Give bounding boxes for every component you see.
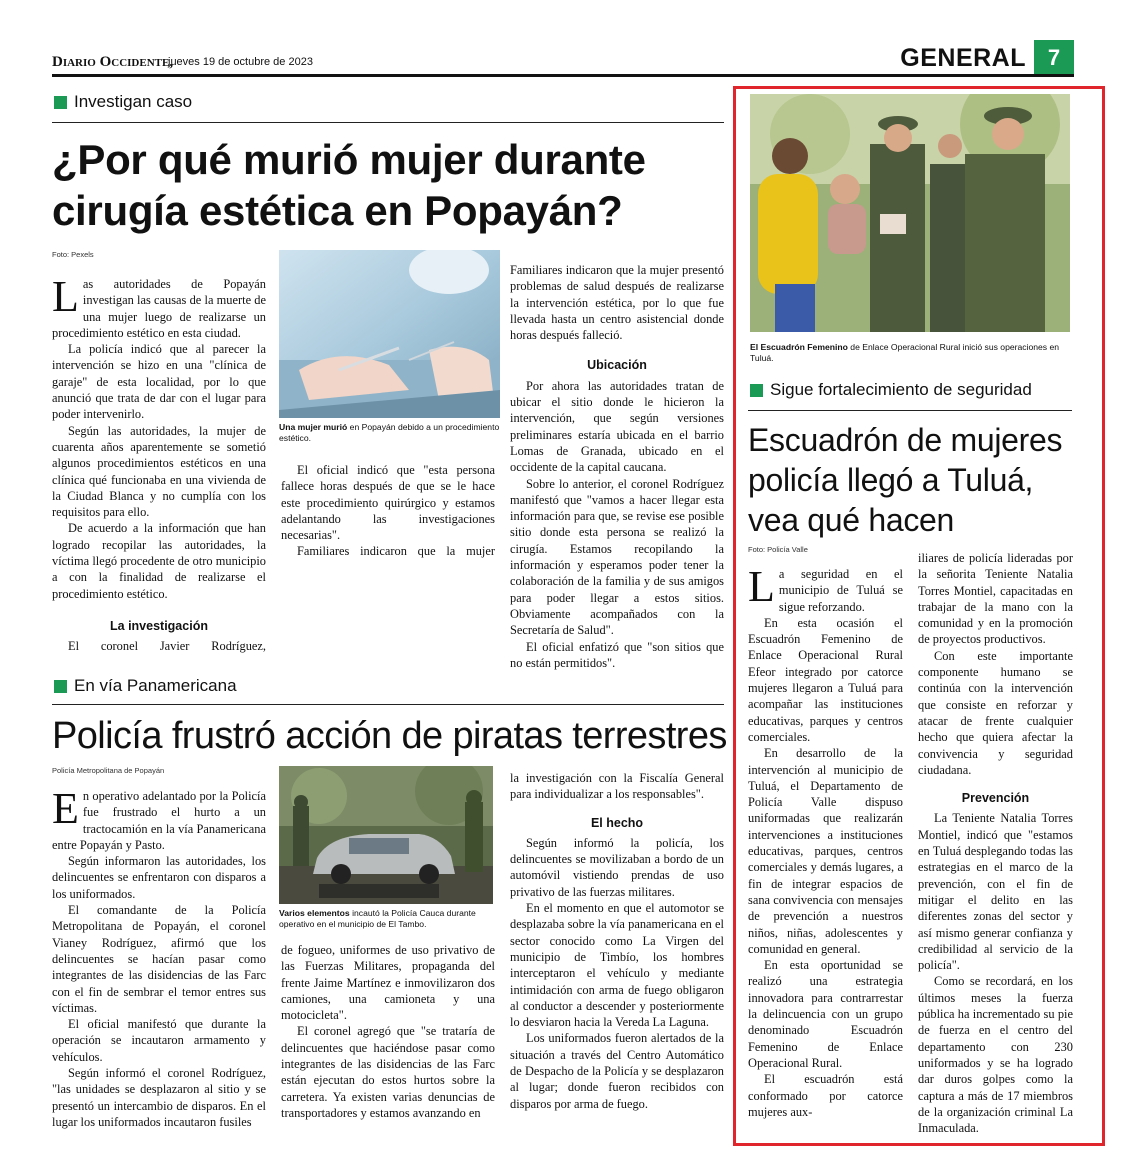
- paragraph: El escuadrón está conformado por catorce mujeres aux-: [748, 1072, 903, 1119]
- paragraph: Como se recordará, en los últimos meses la fuerza pública ha incrementado su pie de fuerza en el centro del departamento con 230 uniformados y se ha logrado dar duros golpes como la captura a más de 17 miembros de la organización criminal La Inmaculada.: [918, 974, 1073, 1136]
- paragraph: Según informaron las autoridades, los delincuentes se enfrentaron con disparos a los uniformados.: [52, 854, 266, 901]
- kicker-text: Investigan caso: [74, 92, 193, 111]
- article3-column-1: [748, 562, 903, 1120]
- seized-car-photo-icon: [279, 766, 493, 904]
- paragraph: a seguridad en el municipio de Tuluá se sigue reforzando.: [778, 567, 903, 614]
- article1-caption: [279, 422, 500, 444]
- paragraph: La Teniente Natalia Torres Montiel, indicó que "estamos en Tuluá desplegando todas las estrategias en el marco de la prevención, con el fin de mitigar el delito en las diferentes zonas del sector y así mismo generar confianza y credibilidad al servicio de la policía".: [918, 811, 1073, 973]
- caption-bold: Varios elementos: [279, 908, 350, 918]
- kicker-text: En vía Panamericana: [74, 676, 237, 695]
- article1-headline: ¿Por qué murió mujer durante cirugía estética en Popayán?: [52, 136, 646, 234]
- paragraph: De acuerdo a la información que han logrado recopilar las autoridades, la víctima llegó procedente de otro municipio a con la finalidad de realizarse el procedimiento estético.: [52, 521, 266, 601]
- subhead: Ubicación: [587, 358, 647, 373]
- paragraph: El oficial indicó que "esta persona fallece horas después de que se le hace este procedimiento quirúrgico y estamos adelantando las investigaciones necesarias".: [281, 463, 495, 543]
- paragraph: Según las autoridades, la mujer de cuarenta años aparentemente se sometió algunos procedimientos estéticos en una clínica qué funcionaba en una vivienda de la Ciudad Blanca y no cumplía con los requisitos para ello.: [52, 423, 266, 520]
- paragraph: de fogueo, uniformes de uso privativo de las Fuerzas Militares, propaganda del frente Jaime Martínez e inmovilizaron dos camiones, una camioneta y una motocicleta".: [281, 943, 495, 1023]
- article2-photo: [279, 766, 493, 904]
- police-women-photo-icon: [750, 94, 1070, 332]
- paragraph: Familiares indicaron que la mujer presentó problemas de salud después de realizarse la intervención estética, por lo que fue llevada hasta un centro asistencial donde horas después falleció.: [510, 263, 724, 343]
- paragraph: la investigación con la Fiscalía General para individualizar a los responsables".: [510, 771, 724, 802]
- article1-column-1: [52, 272, 266, 654]
- article1-column-2: [281, 462, 495, 559]
- paragraph: n operativo adelantado por la Policía fue frustrado el hurto a un tractocamión en la vía Panamericana entre Popayán y Pasto.: [52, 789, 266, 852]
- paragraph: Los uniformados fueron alertados de la situación a través del Centro Automático de Despacho de la Policía y se desplazaron al lugar; donde fueron recibidos con disparos por arma de fuego.: [510, 1031, 724, 1111]
- paragraph: En el momento en que el automotor se desplazaba sobre la vía panamericana en el sector conocido como La Virgen del municipio de Timbío, los hombres interceptaron el vehículo y mediante intimidación con arma de fuego obligaron al conductor a descender y posteriormente lo desviaron hacia la Vereda La Laguna.: [510, 901, 724, 1030]
- caption-bold: Una mujer murió: [279, 422, 348, 432]
- kicker-text: Sigue fortalecimiento de seguridad: [770, 380, 1032, 399]
- paragraph: iliares de policía lideradas por la señorita Teniente Natalia Torres Montiel, capacitadas en trabajar de la mano con la comunidad y en la promoción de proyectos productivos.: [918, 551, 1073, 647]
- dropcap: L: [52, 272, 79, 321]
- article2-rule: [52, 704, 724, 705]
- paragraph: En desarrollo de la intervención al municipio de Tuluá, el Departamento de Policía Valle dispuso uniformadas que realizarán intervenciones a instituciones educativas, parques, centros comerciales y demás lugares, a fin de integrar espacios de sana convivencia con mensajes de prevención a nuestros niños, niñas, adolescentes y comunidad en general.: [748, 746, 903, 956]
- caption-text: en Popayán debido a un procedimiento estético.: [279, 422, 500, 443]
- kicker-square-icon: [750, 384, 763, 397]
- article2-headline: Policía frustró acción de piratas terrestres: [52, 715, 727, 757]
- article2-photo-credit: Policía Metropolitana de Popayán: [52, 766, 165, 775]
- article2-caption: [279, 908, 495, 930]
- subhead: La investigación: [110, 618, 208, 633]
- caption-bold: El Escuadrón Femenino: [750, 342, 848, 352]
- kicker-square-icon: [54, 96, 67, 109]
- article3-column-2: [918, 550, 1073, 1136]
- article2-kicker: [54, 676, 237, 696]
- article1-column-3: [510, 262, 724, 671]
- section-name: GENERAL: [900, 44, 1026, 72]
- paragraph: La policía indicó que al parecer la intervención se hizo en una "clínica de garaje" de esta localidad, por lo que anunció que trata de dar con el lugar para poder intervenirlo.: [52, 342, 266, 422]
- masthead-rule: [52, 74, 1074, 77]
- paragraph: El coronel agregó que "se trataría de delincuentes que haciéndose pasar como integrantes de las disidencias de las Farc están ejecutan do estos hurtos sobre la carretera. Ya existen varias denuncias de transportadores y estamos avanzando en: [281, 1024, 495, 1120]
- paragraph: Con este importante componente humano se continúa con la intervención que consiste en reforzar y atacar de frente cualquier hecho que quiera afectar la convivencia y seguridad ciudadana.: [918, 648, 1073, 777]
- paragraph: El oficial manifestó que durante la operación se incautaron armamento y vehículos.: [52, 1017, 266, 1064]
- page-number: 7: [1034, 40, 1074, 76]
- article3-kicker: [750, 380, 1032, 400]
- article3-headline: Escuadrón de mujeres policía llegó a Tuluá, vea qué hacen: [748, 422, 1063, 538]
- kicker-square-icon: [54, 680, 67, 693]
- article1-photo-credit: Foto: Pexels: [52, 250, 94, 259]
- article3-caption: [750, 342, 1072, 364]
- article3-photo: [750, 94, 1070, 332]
- surgery-photo-icon: [279, 250, 500, 418]
- article2-column-3: [510, 770, 724, 1112]
- article3-rule: [748, 410, 1072, 411]
- paragraph: Según informó el coronel Rodríguez, "las unidades se desplazaron al sitio y se presentó un intercambio de disparos. En el lugar los uniformados incautaron fusiles: [52, 1066, 266, 1129]
- dropcap: E: [52, 784, 79, 833]
- paragraph: Sobre lo anterior, el coronel Rodríguez manifestó que "vamos a hacer llegar esta información para que, se revise ese posible sitio donde esta persona se realizó la cirugía. Estamos recopilando la información y esperamos poder tener la colaboración de la familia y de sus amigos para poder llegar a estos sitios. Obviamente acompañados con la Secretaría de Salud".: [510, 476, 724, 638]
- article2-column-1: [52, 784, 266, 1130]
- article1-rule: [52, 122, 724, 123]
- paragraph: Según informó la policía, los delincuentes se movilizaban a bordo de un automóvil vistiendo prendas de uso privativo de las fuerzas militares.: [510, 835, 724, 899]
- caption-text: incautó la Policía Cauca durante operativo en el municipio de El Tambo.: [279, 908, 476, 929]
- paragraph: El comandante de la Policía Metropolitana de Popayán, el coronel Vianey Rodríguez, afirmó que los delincuentes se hacían pasar como integrantes de las disidencias de las Farc con el fin de sembrar el temor entres sus víctimas.: [52, 903, 266, 1015]
- paragraph: El oficial enfatizó que "son sitios que no están permitidos".: [510, 639, 724, 670]
- subhead: El hecho: [590, 815, 644, 830]
- paragraph: El coronel Javier Rodríguez,: [68, 639, 266, 654]
- paragraph: En esta oportunidad se realizó una estrategia innovadora para contrarrestar la delincuencia con un grupo denominado Escuadrón Femenino de Enlace Operacional Rural.: [748, 958, 903, 1070]
- article3-photo-credit: Foto: Policía Valle: [748, 545, 808, 554]
- dropcap: L: [748, 562, 775, 611]
- paragraph: Por ahora las autoridades tratan de ubicar el sitio donde le hicieron la intervención, que según versiones preliminares estaría ubicada en el barrio Lomas de Granada, ubicado en el occidente de la capital caucana.: [510, 378, 724, 475]
- caption-text: de Enlace Operacional Rural inició sus operaciones en Tuluá.: [750, 342, 1060, 363]
- issue-date: jueves 19 de octubre de 2023: [168, 56, 313, 68]
- article1-kicker: [54, 92, 192, 112]
- paper-name: Diario Occidente,: [52, 54, 174, 70]
- paragraph: En esta ocasión el Escuadrón Femenino de Enlace Operacional Rural Efeor integrado por catorce mujeres llegaron a Tuluá para acompañar las instituciones educativas, parques y centros comerciales.: [748, 615, 903, 744]
- subhead: Prevención: [961, 791, 1030, 806]
- paragraph: Familiares indicaron que la mujer: [297, 544, 495, 559]
- paragraph: as autoridades de Popayán investigan las causas de la muerte de una mujer luego de realizarse un procedimiento estético en esta ciudad.: [52, 277, 266, 340]
- article1-photo: [279, 250, 500, 418]
- article2-column-2: [281, 942, 495, 1121]
